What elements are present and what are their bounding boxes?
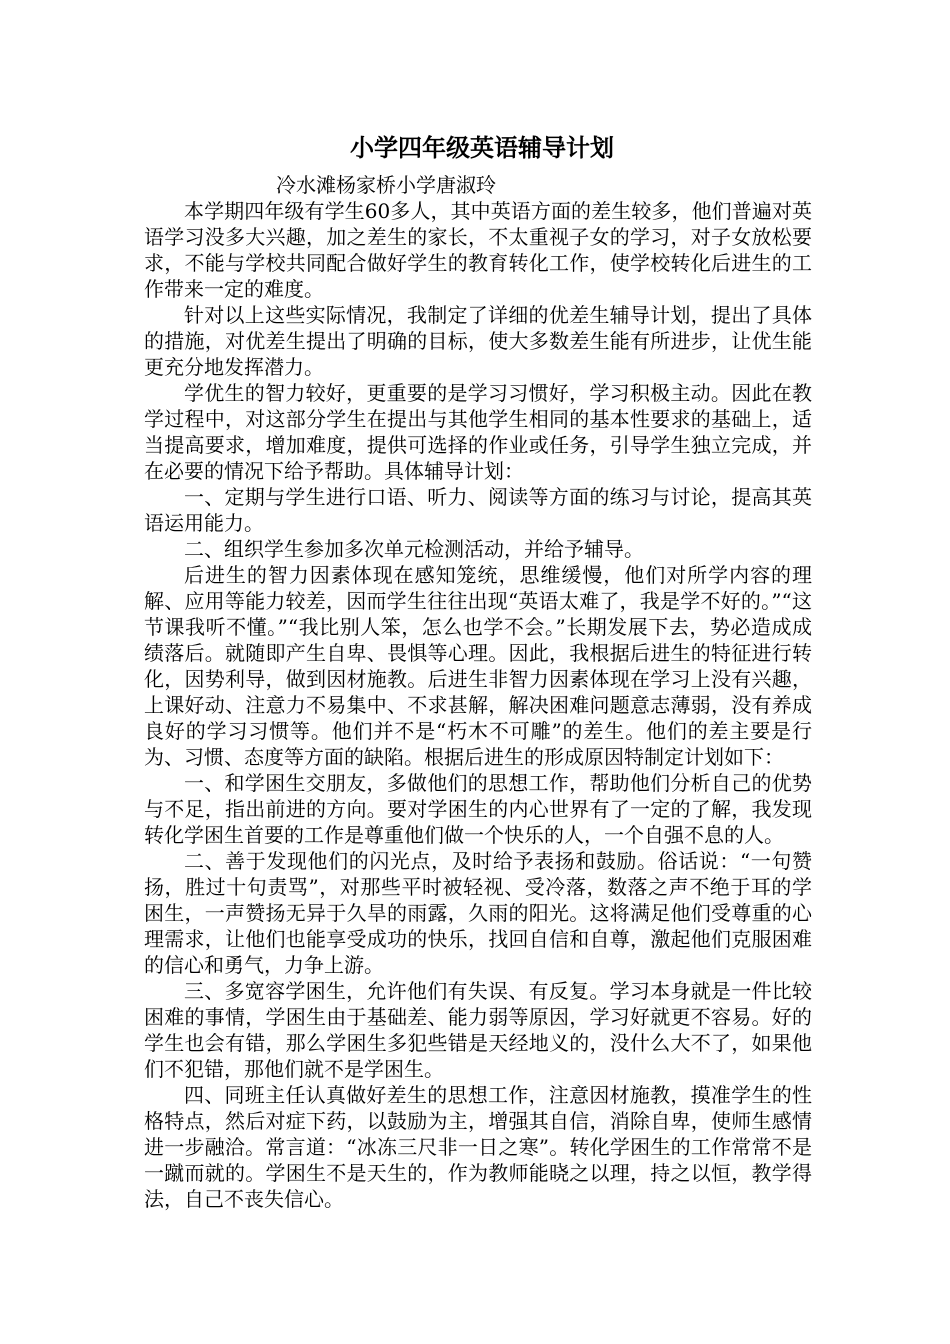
paragraph-top-step-1: 一、定期与学生进行口语、听力、阅读等方面的练习与讨论，提高其英语运用能力。 — [144, 485, 812, 535]
paragraph-struggling-step-1: 一、和学困生交朋友，多做他们的思想工作，帮助他们分析自己的优势与不足，指出前进的方向。要对学困生的内心世界有了一定的了解，我发现转化学困生首要的工作是尊重他们做一个快乐的人，一个自强不息的人。 — [144, 771, 812, 847]
paragraph-struggling-step-2: 二、善于发现他们的闪光点，及时给予表扬和鼓励。俗话说：“一句赞扬，胜过十句责骂”，对那些平时被轻视、受冷落，数落之声不绝于耳的学困生，一声赞扬无异于久旱的雨露，久雨的阳光。这将满足他们受尊重的心理需求，让他们也能享受成功的快乐，找回自信和自尊，激起他们克服困难的信心和勇气，力争上游。 — [144, 849, 812, 977]
paragraph-struggling-step-3: 三、多宽容学困生，允许他们有失误、有反复。学习本身就是一件比较困难的事情，学困生由于基础差、能力弱等原因，学习好就更不容易。好的学生也会有错，那么学困生多犯些错是天经地义的，没什么大不了，如果他们不犯错，那他们就不是学困生。 — [144, 979, 812, 1081]
document-page — [144, 130, 812, 1212]
author-line: 冷水滩杨家桥小学唐淑玲 — [276, 173, 496, 197]
paragraph-struggling-students: 后进生的智力因素体现在感知笼统，思维缓慢，他们对所学内容的理解、应用等能力较差，因而学生往往出现“英语太难了，我是学不好的。”“这节课我听不懂。”“我比别人笨，怎么也学不会。”长期发展下去，势必造成成绩落后。就随即产生自卑、畏惧等心理。因此，我根据后进生的特征进行转化，因势利导，做到因材施教。后进生非智力因素体现在学习上没有兴趣，上课好动、注意力不易集中、不求甚解，解决困难问题意志薄弱，没有养成良好的学习习惯等。他们并不是“朽木不可雕”的差生。他们的差主要是行为、习惯、态度等方面的缺陷。根据后进生的形成原因特制定计划如下： — [144, 563, 812, 769]
paragraph-top-step-2: 二、组织学生参加多次单元检测活动，并给予辅导。 — [184, 537, 644, 561]
document-title: 小学四年级英语辅导计划 — [350, 133, 614, 162]
paragraph-plan-overview: 针对以上这些实际情况，我制定了详细的优差生辅导计划，提出了具体的措施，对优差生提出了明确的目标，使大多数差生能有所进步，让优生能更充分地发挥潜力。 — [144, 303, 812, 379]
paragraph-struggling-step-4: 四、同班主任认真做好差生的思想工作，注意因材施教，摸准学生的性格特点，然后对症下药，以鼓励为主，增强其自信，消除自卑，使师生感情进一步融洽。常言道：“冰冻三尺非一日之寒”。转化学困生的工作常常不是一蹴而就的。学困生不是天生的，作为教师能晓之以理，持之以恒，教学得法，自己不丧失信心。 — [144, 1083, 812, 1211]
paragraph-top-students: 学优生的智力较好，更重要的是学习习惯好，学习积极主动。因此在教学过程中，对这部分学生在提出与其他学生相同的基本性要求的基础上，适当提高要求，增加难度，提供可选择的作业或任务，引导学生独立完成，并在必要的情况下给予帮助。具体辅导计划： — [144, 381, 812, 483]
paragraph-intro: 本学期四年级有学生60多人，其中英语方面的差生较多，他们普遍对英语学习没多大兴趣，加之差生的家长，不太重视子女的学习，对子女放松要求，不能与学校共同配合做好学生的教育转化工作，使学校转化后进生的工作带来一定的难度。 — [144, 199, 812, 301]
